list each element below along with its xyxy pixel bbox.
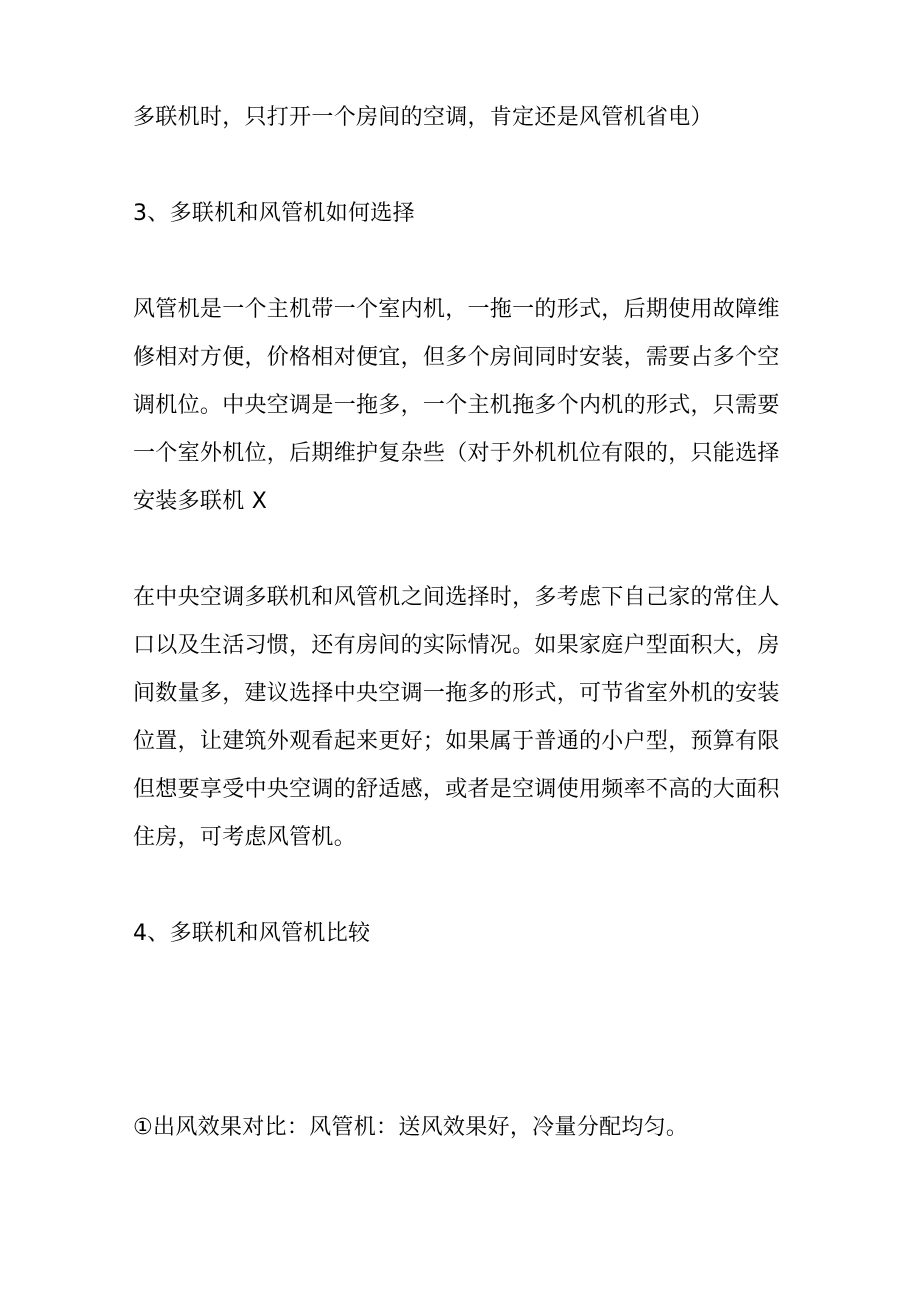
section-heading-4: 4、多联机和风管机比较 xyxy=(133,921,371,946)
paragraph-line: 一个室外机位，后期维护复杂些（对于外机机位有限的，只能选择 xyxy=(133,441,780,466)
section-heading-3: 3、多联机和风管机如何选择 xyxy=(133,201,415,226)
paragraph-line: 位置，让建筑外观看起来更好；如果属于普通的小户型，预算有限 xyxy=(133,729,780,754)
paragraph-line: 风管机是一个主机带一个室内机，一拖一的形式，后期使用故障维 xyxy=(133,297,780,322)
paragraph-line: 间数量多，建议选择中央空调一拖多的形式，可节省室外机的安装 xyxy=(133,681,780,706)
paragraph-line: 住房，可考虑风管机。 xyxy=(133,825,357,850)
paragraph-fragment: 多联机时，只打开一个房间的空调，肯定还是风管机省电） xyxy=(133,105,713,130)
comparison-item-1: ①出风效果对比：风管机：送风效果好，冷量分配均匀。 xyxy=(133,1115,689,1140)
paragraph-line: 调机位。中央空调是一拖多，一个主机拖多个内机的形式，只需要 xyxy=(133,393,780,418)
paragraph-line: 安装多联机 X xyxy=(133,489,268,514)
paragraph-line: 但想要享受中央空调的舒适感，或者是空调使用频率不高的大面积 xyxy=(133,777,780,802)
paragraph-line: 修相对方便，价格相对便宜，但多个房间同时安装，需要占多个空 xyxy=(133,345,780,370)
paragraph-line: 口以及生活习惯，还有房间的实际情况。如果家庭户型面积大，房 xyxy=(133,633,780,658)
paragraph-line: 在中央空调多联机和风管机之间选择时，多考虑下自己家的常住人 xyxy=(133,585,780,610)
